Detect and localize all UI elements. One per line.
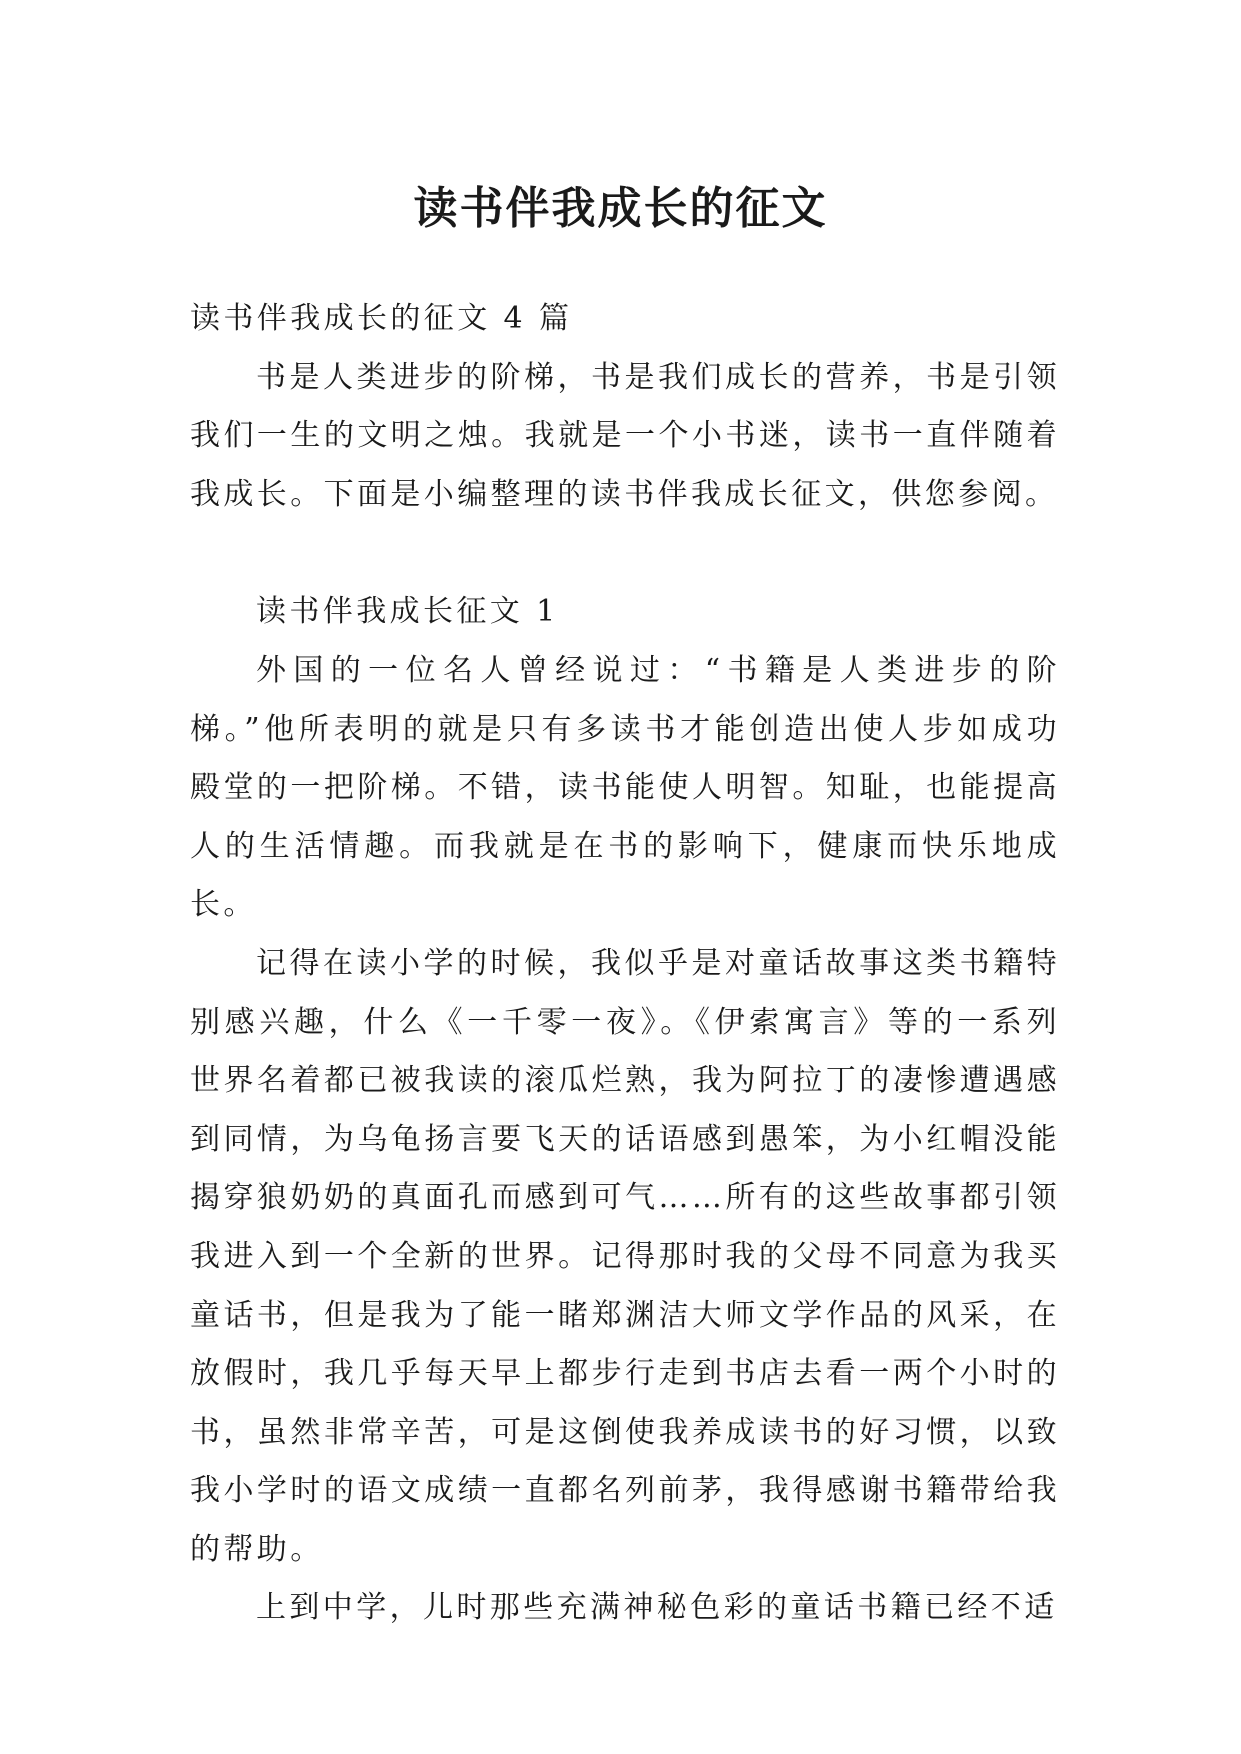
intro-paragraph: 书是人类进步的阶梯，书是我们成长的营养，书是引领我们一生的文明之烛。我就是一个小书迷，读书一直伴随着我成长。下面是小编整理的读书伴我成长征文，供您参阅。: [190, 359, 1060, 512]
body-paragraph: 上到中学，儿时那些充满神秘色彩的童话书籍已经不适: [256, 1590, 1058, 1626]
section-spacer: [190, 524, 1060, 583]
section-heading: 读书伴我成长征文 1: [256, 594, 559, 630]
body-paragraph: 外国的一位名人曾经说过：“书籍是人类进步的阶梯。”他所表明的就是只有多读书才能创造出使人步如成功殿堂的一把阶梯。不错，读书能使人明智。知耻，也能提高人的生活情趣。而我就是在书的影响下，健康而快乐地成长。: [190, 652, 1060, 923]
document-body: [190, 290, 1060, 1638]
page-title: 读书伴我成长的征文: [413, 183, 828, 235]
body-paragraph: 记得在读小学的时候，我似乎是对童话故事这类书籍特别感兴趣，什么《一千零一夜》。《伊索寓言》等的一系列世界名着都已被我读的滚瓜烂熟，我为阿拉丁的凄惨遭遇感到同情，为乌龟扬言要飞天的话语感到愚笨，为小红帽没能揭穿狼奶奶的真面孔而感到可气……所有的这些故事都引领我进入到一个全新的世界。记得那时我的父母不同意为我买童话书，但是我为了能一睹郑渊洁大师文学作品的风采，在放假时，我几乎每天早上都步行走到书店去看一两个小时的书，虽然非常辛苦，可是这倒使我养成读书的好习惯，以致我小学时的语文成绩一直都名列前茅，我得感谢书籍带给我的帮助。: [190, 945, 1060, 1567]
document-subtitle: 读书伴我成长的征文 4 篇: [190, 301, 573, 336]
